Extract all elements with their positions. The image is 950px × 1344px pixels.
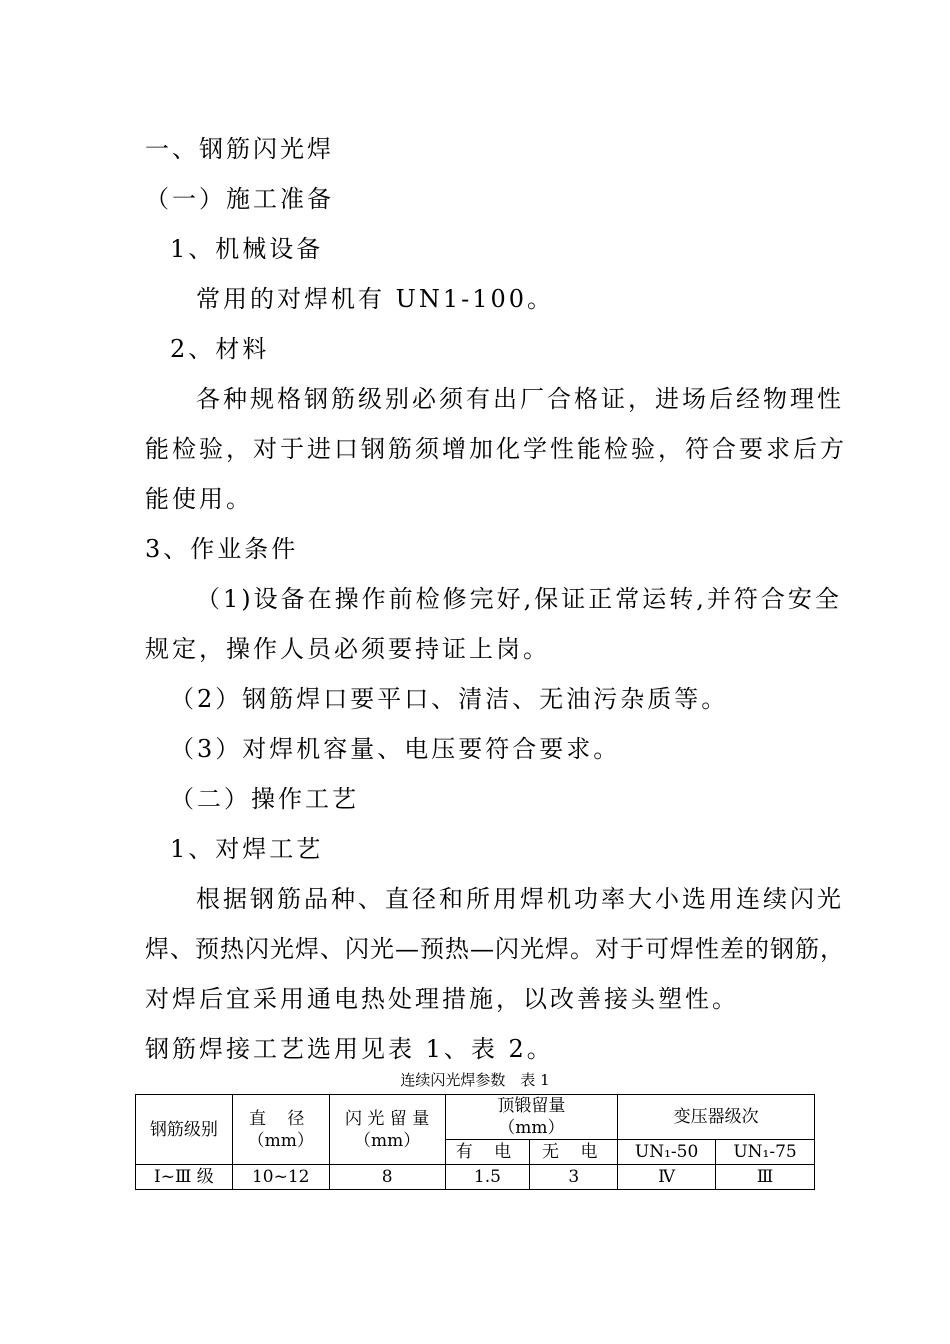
paragraph-materials-line-3: 能使用。 [145, 485, 253, 513]
header-flash [329, 1095, 445, 1165]
table-row [136, 1165, 815, 1190]
paragraph-process-line-1: 根据钢筋品种、直径和所用焊机功率大小选用连续闪光 [196, 885, 844, 913]
flash-welding-parameters-table [135, 1094, 815, 1190]
header-flash-label: 闪 光 留 量 [344, 1108, 430, 1129]
table-caption: 连续闪光焊参数 表 1 [400, 1071, 550, 1089]
header-grade: 钢筋级别 [136, 1095, 233, 1165]
header-diameter-label: 直 径 [249, 1108, 313, 1129]
condition-2: （2）钢筋焊口要平口、清洁、无油污杂质等。 [170, 685, 729, 713]
header-upset-unit: （mm） [498, 1118, 565, 1138]
cell-un50: Ⅳ [618, 1165, 716, 1190]
cell-grade: Ⅰ~Ⅲ 级 [136, 1165, 233, 1190]
heading-section-1: 一、钢筋闪光焊 [145, 135, 334, 163]
heading-conditions: 3、作业条件 [145, 535, 299, 563]
header-diameter [232, 1095, 329, 1165]
header-un50: UN₁-50 [618, 1140, 716, 1165]
condition-1-line-2: 规定，操作人员必须要持证上岗。 [145, 635, 550, 663]
heading-materials: 2、材料 [170, 335, 270, 363]
header-un75: UN₁-75 [716, 1140, 815, 1165]
header-flash-unit: （mm） [353, 1130, 421, 1151]
paragraph-process-line-2: 焊、预热闪光焊、闪光—预热—闪光焊。对于可焊性差的钢筋， [145, 935, 845, 963]
header-with-current: 有 电 [445, 1140, 530, 1165]
paragraph-table-reference: 钢筋焊接工艺选用见表 1、表 2。 [145, 1035, 554, 1063]
paragraph-materials-line-2: 能检验，对于进口钢筋须增加化学性能检验，符合要求后方 [145, 435, 847, 463]
header-upset-label: 顶锻留量 [497, 1096, 566, 1116]
heading-butt-welding: 1、对焊工艺 [170, 835, 324, 863]
paragraph-materials-line-1: 各种规格钢筋级别必须有出厂合格证，进场后经物理性 [196, 385, 844, 413]
cell-flash: 8 [329, 1165, 445, 1190]
header-upset [445, 1095, 618, 1140]
cell-with-current: 1.5 [445, 1165, 530, 1190]
header-diameter-unit: （mm） [247, 1130, 314, 1151]
paragraph-equipment: 常用的对焊机有 UN1-100。 [196, 285, 555, 313]
heading-process: （二）操作工艺 [170, 785, 359, 813]
cell-un75: Ⅲ [716, 1165, 815, 1190]
header-transformer: 变压器级次 [618, 1095, 815, 1140]
cell-diameter: 10~12 [232, 1165, 329, 1190]
condition-1-line-1: （1)设备在操作前检修完好,保证正常运转,并符合安全 [196, 585, 842, 613]
heading-preparation: （一）施工准备 [145, 185, 334, 213]
header-without-current: 无 电 [530, 1140, 618, 1165]
cell-without-current: 3 [530, 1165, 618, 1190]
heading-equipment: 1、机械设备 [170, 235, 324, 263]
paragraph-process-line-3: 对焊后宜采用通电热处理措施，以改善接头塑性。 [145, 985, 739, 1013]
condition-3: （3）对焊机容量、电压要符合要求。 [170, 735, 621, 763]
